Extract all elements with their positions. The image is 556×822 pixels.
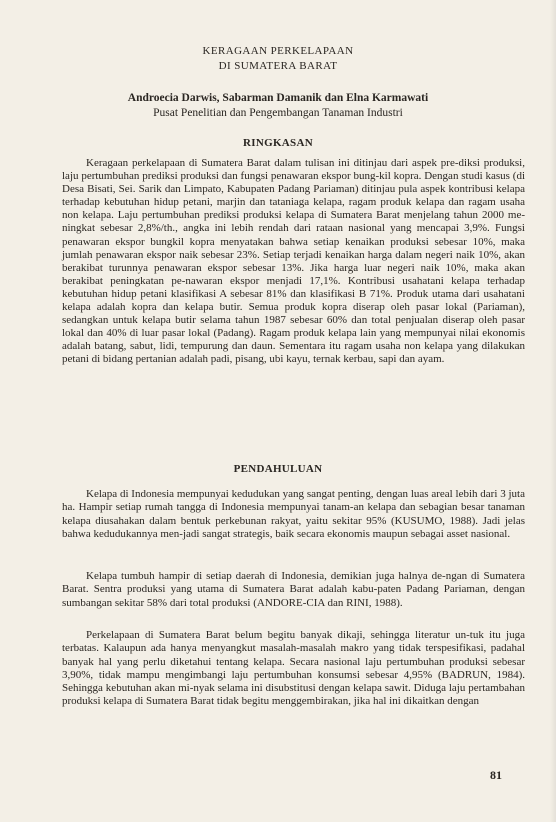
page-number: 81 bbox=[490, 768, 502, 782]
intro-paragraph-1: Kelapa di Indonesia mempunyai kedudukan yang sangat penting, dengan luas areal lebih dari 3 juta ha. Hampir setiap rumah tangga di Indonesia mempunyai tanam-an kelapa dan sebagian besar tanaman kelapa diusahakan dalam bentuk perkebunan rakyat, yaitu sekitar 95% (KUSUMO, 1988). Jadi jelas bahwa kedudukannya men-jadi sangat strategis, baik secara ekonomis maupun sebagai asset nasional. bbox=[62, 488, 525, 540]
abstract-heading: RINGKASAN bbox=[243, 137, 313, 149]
author-list: Androecia Darwis, Sabarman Damanik dan Elna Karmawati bbox=[127, 92, 429, 104]
intro-paragraph-3: Perkelapaan di Sumatera Barat belum begitu banyak dikaji, sehingga literatur un-tuk itu juga terbatas. Kalaupun ada hanya menyangkut masalah-masalah makro yang tidak terspesifikasi, padahal banyak hal yang perlu diketahui tentang kelapa. Secara nasional laju pertumbuhan produksi sebesar 3,90%, tidak mampu mengimbangi laju pertumbuhan konsumsi sebesar 4,95% (BADRUN, 1984). Sehingga kebutuhan akan mi-nyak selama ini disubstitusi dengan kelapa sawit. Diduga laju pertambahan produksi kelapa di Sumatera Barat tidak begitu menggembirakan, jika hal ini dikaitkan dengan bbox=[62, 629, 525, 708]
affiliation: Pusat Penelitian dan Pengembangan Tanaman Industri bbox=[153, 107, 403, 119]
title-line-1: KERAGAAN PERKELAPAAN bbox=[202, 45, 354, 57]
abstract-text: Keragaan perkelapaan di Sumatera Barat dalam tulisan ini ditinjau dari aspek pre-diksi produksi, laju pertumbuhan prediksi produksi dan fungsi penawaran ekspor bung-kil kopra. Dengan studi kasus (di Desa Bisati, Sei. Sarik dan Limpato, Kabupaten Padang Pariaman) ditinjau pula aspek kontribusi kelapa terhadap kebutuhan hidup petani, marjin dan tataniaga kelapa, ragam produk kelapa dan ragam usaha non kelapa. Laju pertumbuhan prediksi produksi kelapa di Sumatera Barat menjelang tahun 2000 me-ningkat sebesar 2,8%/th., angka ini lebih rendah dari rataan nasional yang mencapai 3,9%. Fungsi penawaran ekspor bungkil kopra menyatakan bahwa setiap kenaikan produksi sebesar 10%, maka jumlah penawaran ekspor naik sebesar 23%. Setiap terjadi kenaikan harga dalam negeri naik 10%, akan berakibat turunnya penawaran ekspor sebesar 13%. Jika harga luar negeri naik 10%, maka akan berakibat peningkatan pe-nawaran ekspor menjadi 17,1%. Kontribusi usahatani kelapa terhadap kebutuhan hidup petani klasifikasi A sebesar 81% dan klasifikasi B 71%. Produk utama dari usahatani kelapa adalah kopra dan kelapa butir. Semua produk kopra diserap oleh pasar lokal (Pariaman), sedangkan untuk kelapa butir selama tahun 1987 sebesar 60% dan total penjualan diserap oleh pasar lokal dan 40% di luar pasar lokal (Padang). Ragam produk kelapa lain yang mempunyai nilai ekonomis adalah batang, sabut, lidi, tempurung dan daun. Sementara itu ragam usaha non kelapa yang dilakukan petani di bidang pertanian adalah padi, pisang, ubi kayu, ternak kerbau, sapi dan ayam. bbox=[62, 157, 525, 366]
intro-paragraph-2: Kelapa tumbuh hampir di setiap daerah di Indonesia, demikian juga halnya de-ngan di Sumatera Barat. Sentra produksi yang utama di Sumatera Barat adalah kabu-paten Padang Pariaman, dengan sumbangan sekitar 58% dari total produksi (ANDORE-CIA dan RINI, 1988). bbox=[62, 570, 525, 609]
paper-title bbox=[0, 44, 556, 74]
page-edge-shadow bbox=[550, 0, 556, 822]
title-line-2: DI SUMATERA BARAT bbox=[218, 60, 338, 72]
introduction-heading: PENDAHULUAN bbox=[233, 463, 323, 475]
